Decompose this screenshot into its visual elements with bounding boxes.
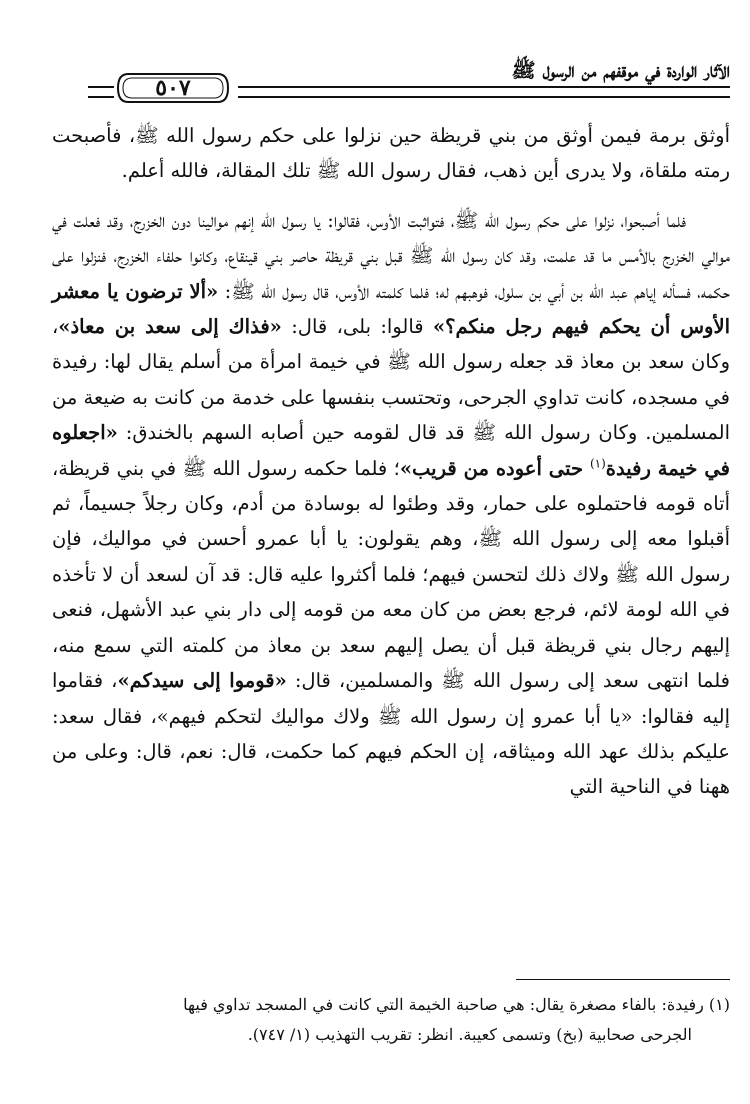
running-title: الآثار الواردة في موقفهم من الرسول ﷺ [511,58,730,82]
header-left-rule [88,86,114,98]
header-double-rule [238,86,730,98]
page-number: ٥٠٧ [155,75,191,101]
footnote-separator [516,979,730,980]
hadith-quote-3: «اجعلوه في خيمة رفيدة [52,421,730,480]
paragraph-2-part-e: ، فقاموا إليه فقالوا: «يا أبا عمرو إن رسول الله ﷺ ولاك مواليك لتحكم فيهم»، فقال سعد: عليكم بذلك عهد الله وميثاقه، إن الحكم فيهم كما حكمت، قال: نعم، قال: وعلى من ههنا في الناحية التي [52,669,730,799]
paragraph-2-part-d: ؛ فلما حكمه رسول الله ﷺ في بني قريظة، أتاه قومه فاحتملوه على حمار، وقد وطئوا له بوسادة من أدم، وكان رجلاً جسيماً، ثم أقبلوا معه إلى رسول الله ﷺ، وهم يقولون: يا أبا عمرو أحسن في مواليك، فإن رسول الله ﷺ ولاك ذلك لتحسن فيهم؛ فلما أكثروا عليه قال: قد آن لسعد أن لا تأخذه في الله لومة لائم، فرجع بعض من كان معه من قومه إلى دار بني عبد الأشهل، فنعى إليهم رجال بني قريظة قبل أن يصل إليهم سعد بن معاذ من كلمته التي سمع منه، فلما انتهى سعد إلى رسول الله ﷺ والمسلمين، قال: [52,456,730,693]
paragraph-2-part-b: قالوا: بلى، قال: [281,315,433,339]
paragraph-2-part-c: ، وكان سعد بن معاذ قد جعله رسول الله ﷺ في خيمة امرأة من أسلم يقال لها: رفيدة في مسجده، كانت تداوي الجرحى، وتحتسب بنفسها على خدمة من كانت به ضيعة من المسلمين. وكان رسول الله ﷺ قد قال لقومه حين أصابه السهم بالخندق: [52,315,730,445]
footnote-marker: (١) [589,456,606,471]
footnote-line-1: (١) رفيدة: بالفاء مصغرة يقال: هي صاحبة الخيمة التي كانت في المسجد تداوي فيها [183,995,730,1014]
hadith-quote-2: «فذاك إلى سعد بن معاذ» [58,315,282,339]
footnote [52,990,730,1050]
page-header [88,58,730,108]
paragraph-2 [52,203,730,805]
paragraph-1 [52,118,730,189]
main-text [52,118,730,805]
paragraph-1-text: أوثق برمة فيمن أوثق من بني قريظة حين نزلوا على حكم رسول الله ﷺ، فأصبحت رمته ملقاة، ولا يدرى أين ذهب، فقال رسول الله ﷺ تلك المقالة، فالله أعلم. [52,124,730,183]
hadith-quote-4: «قوموا إلى سيدكم» [117,669,287,693]
hadith-quote-1: «ألا ترضون يا معشر الأوس أن يحكم فيهم رجل منكم؟» [52,279,730,339]
paragraph-2-part-a: فلما أصبحوا، نزلوا على حكم رسول الله ﷺ، فتواثبت الأوس، فقالوا: يا رسول الله إنهم موالينا دون الخزرج، وقد فعلت في موالي الخزرج بالأمس ما قد علمت، وقد كان رسول الله ﷺ قبل بني قريظة حاصر بني قينقاع، وكانوا حلفاء الخزرج، فنزلوا على حكمه، فسأله إياهم عبد الله بن أبي بن سلول، فوهبهم له؛ فلما كلمته الأوس، قال رسول الله ﷺ: [52,208,730,303]
page-number-badge [114,70,232,106]
footnote-line-2: الجرحى صحابية (بخ) وتسمى كعيبة. انظر: تقريب التهذيب (١/ ٧٤٧). [247,1025,692,1044]
hadith-quote-3-end: حتى أعوده من قريب» [399,456,590,480]
